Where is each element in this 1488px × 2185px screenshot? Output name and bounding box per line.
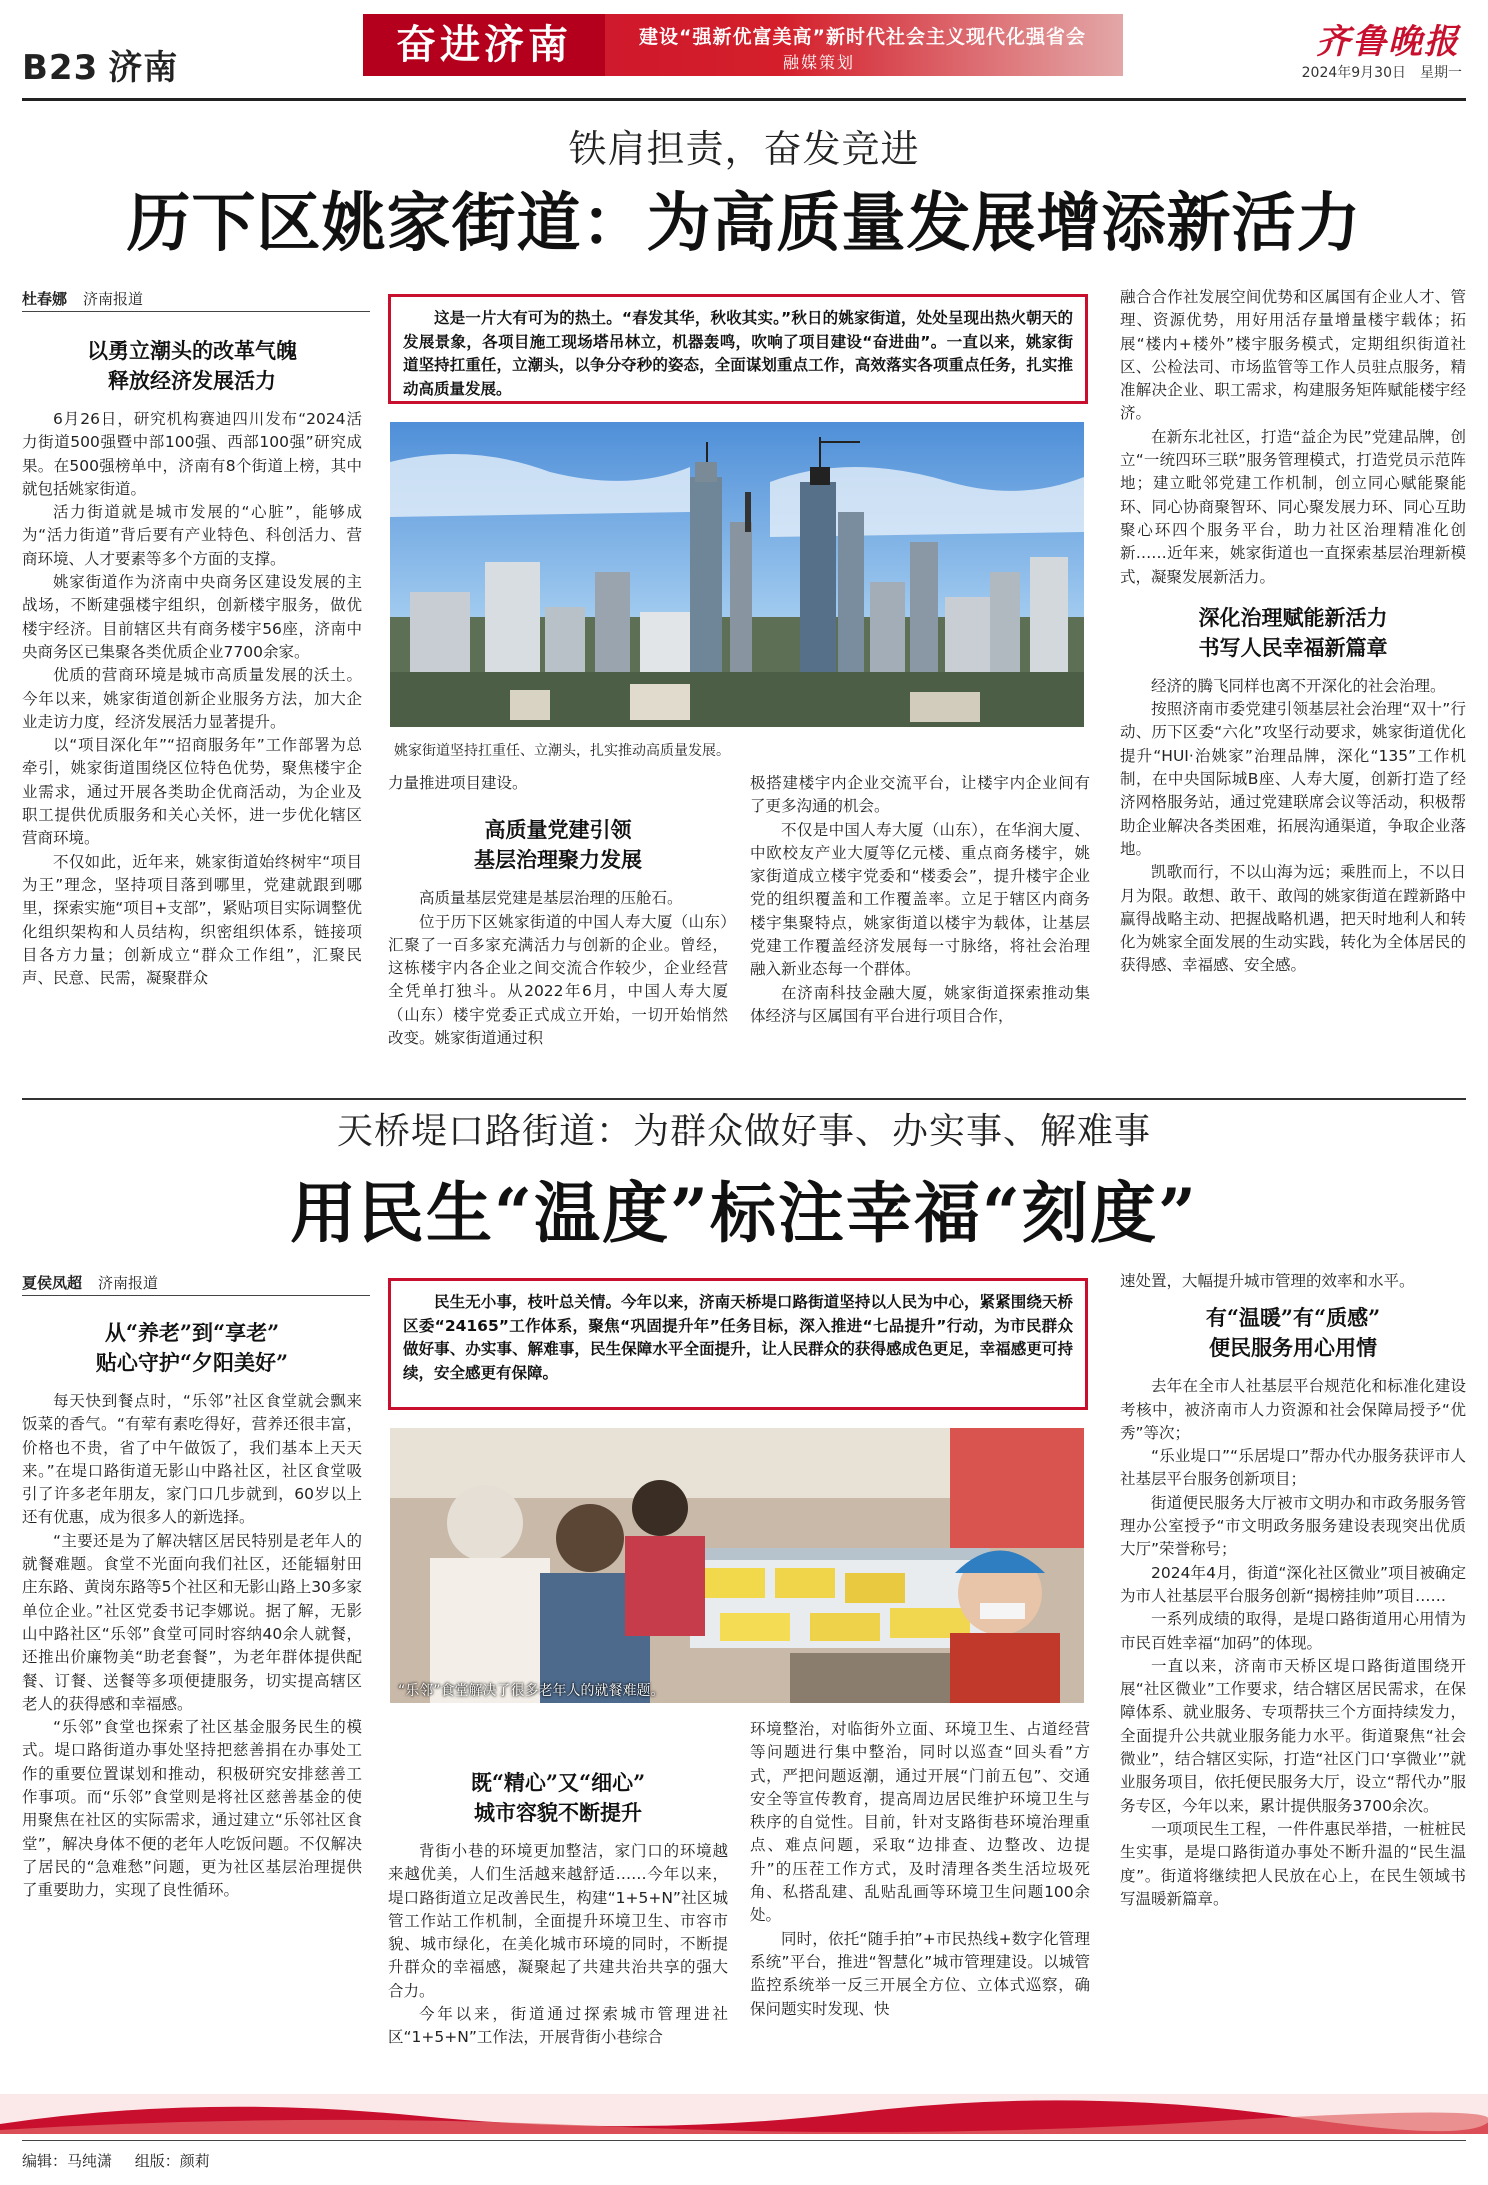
article2-subhead-3: 有“温暖”有“质感” 便民服务用心用情	[1205, 1305, 1381, 1361]
decorative-ribbon	[0, 2094, 1488, 2134]
article2-column-1	[22, 1312, 362, 2087]
article2-kicker: 天桥堤口路街道：为群众做好事、办实事、解难事	[336, 1111, 1151, 1152]
paragraph: 每天快到餐点时，“乐邻”社区食堂就会飘来饭菜的香气。“有荤有素吃得好，营养还很丰富，价格也不贵，省了中午做饭了，我们基本上天天来。”在堤口路街道无影山中路社区，社区食堂吸引了许多老年朋友，家门口几步就到，60岁以上还有优惠，成为很多人的新选择。	[22, 1392, 362, 1527]
issue-date: 2024年9月30日 星期一	[1301, 65, 1462, 81]
article2-byline: 夏侯凤超 济南报道	[22, 1274, 159, 1292]
section-name: 济南	[108, 48, 179, 88]
paragraph: 环境整治，对临街外立面、环境卫生、占道经营等问题进行集中整治，同时以巡查“回头看”方式，严把问题返潮，通过开展“门前五包”、交通安全等宣传教育，提高周边居民维护环境卫生与秩序的自觉性。目前，针对支路街巷环境治理重点、难点问题，采取“边排查、边整改、边提升”的压茬工作方式，及时清理各类生活垃圾死角、私搭乱建、乱贴乱画等环境卫生问题100余处。	[750, 1720, 1090, 1925]
canteen-photo-caption: “乐邻”食堂解决了很多老年人的就餐难题。	[398, 1683, 665, 1699]
article1-column-4	[1120, 286, 1466, 1092]
header-rule	[22, 98, 1466, 101]
banner-title: 奋进济南	[363, 14, 605, 76]
paragraph: 融合合作社发展空间优势和区属国有企业人才、管理、资源优势，用好用活存量增量楼宇载体；拓展“楼内+楼外”楼宇服务模式，定期组织街道社区、公检法司、市场监管等工作人员驻点服务，精准解决企业、职工需求，构建服务矩阵赋能楼宇经济。	[1120, 288, 1466, 423]
paragraph: 速处置，大幅提升城市管理的效率和水平。	[1120, 1272, 1415, 1290]
banner-subtitle: 融媒策划	[783, 53, 856, 72]
paragraph: 以“项目深化年”“招商服务年”工作部署为总牵引，姚家街道围绕区位特色优势，聚焦楼宇企业需求，通过开展各类助企优商活动，为企业及职工提供优质服务和关心关怀，进一步优化辖区营商环境。	[22, 736, 362, 848]
article2-headline: 用民生“温度”标注幸福“刻度”	[290, 1174, 1198, 1252]
byline-rule	[22, 311, 370, 312]
banner-slogan: 建设“强新优富美高”新时代社会主义现代化强省会	[639, 26, 1086, 48]
paragraph: 不仅是中国人寿大厦（山东），在华润大厦、中欧校友产业大厦等亿元楼、重点商务楼宇，姚家街道成立楼宇党委和“楼委会”，提升楼宇企业党的组织覆盖和工作覆盖率。立足于辖区内商务楼宇集聚特点，姚家街道以楼宇为载体，让基层党建工作覆盖经济发展每一寸脉络，将社会治理融入新业态每一个群体。	[750, 820, 1090, 979]
article2-subhead-1: 从“养老”到“享老” 贴心守护“夕阳美好”	[95, 1320, 289, 1375]
article-divider	[22, 1098, 1466, 1100]
paragraph: 姚家街道作为济南中央商务区建设发展的主战场，不断建强楼宇组织，创新楼宇服务，做优楼宇经济。目前辖区共有商务楼宇56座，济南中央商务区已集聚各类优质企业7700余家。	[22, 573, 362, 661]
skyline-photo-caption: 姚家街道坚持扛重任、立潮头，扎实推动高质量发展。	[394, 743, 730, 759]
paragraph: 同时，依托“随手拍”+市民热线+数字化管理系统”平台，推进“智慧化”城市管理建设。以城管监控系统举一反三开展全方位、立体式巡察，确保问题实时发现、快	[750, 1929, 1090, 2018]
paragraph: 活力街道就是城市发展的“心脏”，能够成为“活力街道”背后要有产业特色、科创活力、营商环境、人才要素等多个方面的支撑。	[22, 503, 362, 568]
page-header	[0, 0, 1488, 96]
article1-column-3	[750, 772, 1090, 1092]
paragraph: 按照济南市委党建引领基层社会治理“双十”行动、历下区委“六化”攻坚行动要求，姚家街道优化提升“HUI·治姚家”治理品牌，深化“135”工作机制，在中央国际城B座、人寿大厦，创新打造了经济网格服务站，通过党建联席会议等活动，积极帮助企业解决各类困难，拓展沟通渠道，争取企业落地。	[1120, 700, 1466, 858]
lead-text: 民生无小事，枝叶总关情。今年以来，济南天桥堤口路街道坚持以人民为中心，紧紧围绕天桥区委“24165”工作体系，聚焦“巩固提升年”任务目标，深入推进“七品提升”行动，为市民群众做好事、办实事、解难事，民生保障水平全面提升，让人民群众的获得感成色更足，幸福感更可持续，安全感更有保障。	[403, 1293, 1073, 1382]
article1-lead-box	[388, 294, 1088, 404]
editor-credit: 编辑：马纯潇	[22, 2152, 113, 2170]
newspaper-logo: 齐鲁晚报	[1316, 22, 1460, 62]
canteen-photo	[390, 1428, 1084, 1703]
article1-subhead-3: 深化治理赋能新活力 书写人民幸福新篇章	[1198, 604, 1388, 660]
article1-column-2	[388, 772, 728, 1092]
article1-subhead-1: 以勇立潮头的改革气魄 释放经济发展活力	[87, 338, 297, 393]
lead-text: 这是一片大有可为的热土。“春发其华，秋收其实。”秋日的姚家街道，处处呈现出热火朝天的发展景象，各项目施工现场塔吊林立，机器轰鸣，吹响了项目建设“奋进曲”。一直以来，姚家街道坚持扛重任，立潮头，以争分夺秒的姿态，全面谋划重点工作，高效落实各项重点任务，扎实推动高质量发展。	[403, 309, 1073, 398]
article1-kicker: 铁肩担责，奋发竞进	[568, 127, 920, 171]
paragraph: 一系列成绩的取得，是堤口路街道用心用情为市民百姓幸福“加码”的体现。	[1120, 1610, 1466, 1652]
paragraph: 街道便民服务大厅被市文明办和市政务服务管理办公室授予“市文明政务服务建设表现突出优质大厅”荣誉称号；	[1120, 1493, 1466, 1559]
paragraph: 今年以来，街道通过探索城市管理进社区“1+5+N”工作法，开展背街小巷综合	[388, 2005, 728, 2047]
article1-column-1	[22, 330, 362, 1100]
paragraph: 一项项民生工程，一件件惠民举措，一桩桩民生实事，是堤口路街道办事处不断升温的“民生温度”。街道将继续把人民放在心上，在民生领域书写温暖新篇章。	[1120, 1819, 1466, 1908]
page-code: B23 济南	[22, 48, 179, 88]
article2-column-2	[388, 1718, 728, 2090]
byline-rule	[22, 1295, 370, 1296]
article2-column-4	[1120, 1270, 1466, 2090]
paragraph: 位于历下区姚家街道的中国人寿大厦（山东）汇聚了一百多家充满活力与创新的企业。曾经，这栋楼宇内各企业之间交流合作较少，企业经营全凭单打独斗。从2022年6月，中国人寿大厦（山东）楼宇党委正式成立开始，一切开始悄然改变。姚家街道通过积	[388, 912, 728, 1048]
page-footer	[22, 2150, 228, 2171]
paragraph: “乐业堤口”“乐居堤口”帮办代办服务获评市人社基层平台服务创新项目；	[1120, 1447, 1466, 1489]
paragraph: 背街小巷的环境更加整洁，家门口的环境越来越优美，人们生活越来越舒适……今年以来，堤口路街道立足改善民生，构建“1+5+N”社区城管工作站工作机制，全面提升环境卫生、市容市貌、城市绿化，在美化城市环境的同时，不断提升群众的幸福感，凝聚起了共建共治共享的强大合力。	[388, 1842, 728, 2000]
paragraph: 极搭建楼宇内企业交流平台，让楼宇内企业间有了更多沟通的机会。	[750, 774, 1090, 816]
paragraph: 凯歌而行，不以山海为远；乘胜而上，不以日月为限。敢想、敢干、敢闯的姚家街道在蹚新路中赢得战略主动、把握战略机遇，把天时地利人和转化为姚家全面发展的生动实践，转化为全体居民的获得感、幸福感、安全感。	[1120, 863, 1466, 975]
paragraph: 去年在全市人社基层平台规范化和标准化建设考核中，被济南市人力资源和社会保障局授予“优秀”等次；	[1120, 1377, 1466, 1442]
article1-subhead-2: 高质量党建引领 基层治理聚力发展	[474, 817, 642, 873]
paragraph: 2024年4月，街道“深化社区微业”项目被确定为市人社基层平台服务创新“揭榜挂帅”项目……	[1120, 1563, 1466, 1605]
paragraph: 高质量基层党建是基层治理的压舱石。	[419, 889, 683, 908]
paragraph: 6月26日，研究机构赛迪四川发布“2024活力街道500强暨中部100强、西部100强”研究成果。在500强榜单中，济南有8个街道上榜，其中就包括姚家街道。	[22, 410, 362, 498]
paragraph: 力量推进项目建设。	[388, 774, 528, 792]
paragraph: 一直以来，济南市天桥区堤口路街道围绕开展“社区微业”工作要求，结合辖区居民需求，在保障体系、就业服务、专项帮扶三个方面持续发力，全面提升公共就业服务能力水平。街道聚焦“社会微业”，结合辖区实际，打造“社区门口‘享微业’”就业服务项目，依托便民服务大厅，设立“帮代办”服务专区，今年以来，累计提供服务3700余次。	[1120, 1656, 1466, 1815]
skyline-photo	[390, 422, 1084, 727]
article2-lead-box	[388, 1278, 1088, 1410]
article2-column-3	[750, 1718, 1090, 2090]
paragraph: “乐邻”食堂也探索了社区基金服务民生的模式。堤口路街道办事处坚持把慈善捐在办事处工作的重要位置谋划和推动，积极研究安排慈善工作事项。而“乐邻”食堂则是将社区慈善基金的使用聚焦在社区的实际需求，通过建立“乐邻社区食堂”，解决身体不便的老年人吃饭问题。不仅解决了居民的“急难愁”问题，更为社区基层治理提供了重要助力，实现了良性循环。	[22, 1718, 362, 1900]
article2-subhead-2: 既“精心”又“细心” 城市容貌不断提升	[470, 1770, 646, 1825]
paragraph: 经济的腾飞同样也离不开深化的社会治理。	[1151, 676, 1446, 695]
column-banner	[363, 14, 1123, 76]
layout-credit: 组版：颜莉	[134, 2152, 210, 2170]
paragraph: 优质的营商环境是城市高质量发展的沃土。今年以来，姚家街道创新企业服务方法，加大企业走访力度，经济发展活力显著提升。	[22, 666, 362, 731]
paragraph: 在新东北社区，打造“益企为民”党建品牌，创立“一统四环三联”服务管理模式，打造党员示范阵地；建立毗邻党建工作机制，创立同心赋能聚能环、同心协商聚智环、同心聚发展力环、同心互助聚心环四个服务平台，助力社区治理精准化创新……近年来，姚家街道也一直探索基层治理新模式，凝聚发展新活力。	[1120, 427, 1466, 586]
footer-rule	[22, 2140, 1466, 2141]
paragraph: 不仅如此，近年来，姚家街道始终树牢“项目为王”理念，坚持项目落到哪里，党建就跟到哪里，探索实施“项目+支部”，紧贴项目实际调整优化组织架构和人员结构，织密组织体系，链接项目各方力量；创新成立“群众工作组”，汇聚民声、民意、民需，凝聚群众	[22, 852, 362, 988]
article1-byline: 杜春娜 济南报道	[22, 290, 144, 308]
weekday: 星期一	[1420, 65, 1462, 81]
article1-headline: 历下区姚家街道：为高质量发展增添新活力	[126, 186, 1362, 261]
paragraph: “主要还是为了解决辖区居民特别是老年人的就餐难题。食堂不光面向我们社区，还能辐射田庄东路、黄岗东路等5个社区和无影山路上30多家单位企业。”社区党委书记李娜说。据了解，无影山中路社区“乐邻”食堂可同时容纳40余人就餐，还推出价廉物美“助老套餐”，为老年群体提供配餐、订餐、送餐等多项便捷服务，切实提高辖区老人的获得感和幸福感。	[22, 1531, 362, 1713]
paragraph: 在济南科技金融大厦，姚家街道探索推动集体经济与区属国有平台进行项目合作，	[750, 983, 1090, 1025]
